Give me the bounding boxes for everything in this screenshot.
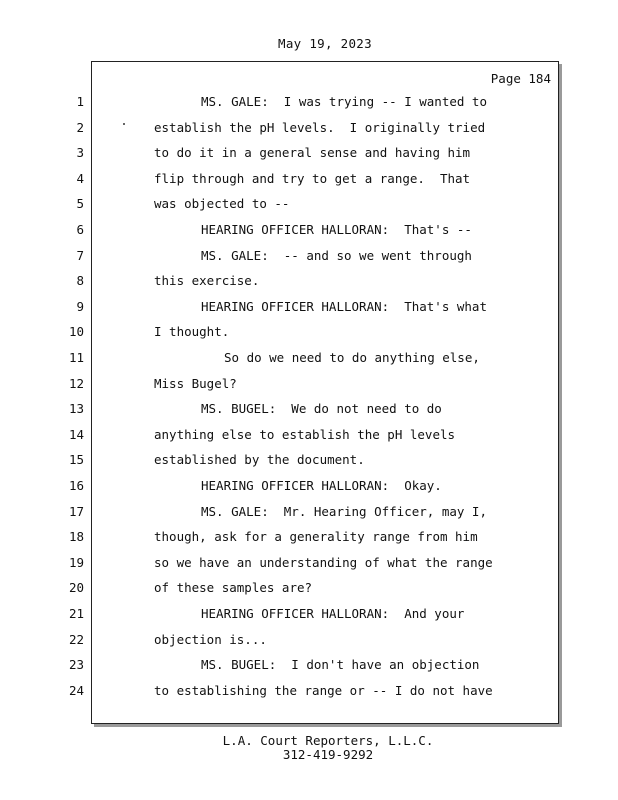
line-number: 12: [68, 375, 84, 391]
line-number: 18: [68, 529, 84, 545]
transcript-line: [0, 322, 618, 342]
line-number: 7: [76, 247, 84, 263]
transcript-line: [0, 630, 618, 650]
transcript-date: May 19, 2023: [278, 36, 372, 51]
line-number: 20: [68, 580, 84, 596]
line-text: this exercise.: [154, 273, 260, 289]
transcript-line: [0, 92, 618, 112]
transcript-line: [0, 348, 618, 368]
transcript-line: [0, 246, 618, 266]
line-text: flip through and try to get a range. That: [154, 170, 471, 186]
line-text: so we have an understanding of what the range: [154, 554, 493, 570]
line-number: 21: [68, 606, 84, 621]
line-number: 16: [68, 478, 84, 493]
line-number: 9: [76, 298, 84, 314]
transcript-line: [0, 220, 618, 240]
line-text: though, ask for a generality range from him: [154, 529, 478, 545]
page-number: Page 184: [490, 71, 551, 86]
line-number: 17: [68, 503, 84, 519]
line-number: 15: [68, 452, 84, 468]
line-text: establish the pH levels. I originally tried: [154, 119, 486, 135]
line-number: 11: [68, 350, 84, 365]
line-number: 1: [76, 94, 84, 109]
transcript-line: [0, 194, 618, 214]
transcript-line: [0, 553, 618, 573]
reporter-phone: 312-419-9292: [282, 747, 374, 762]
line-number: 24: [68, 682, 84, 698]
line-text: of these samples are?: [154, 580, 313, 596]
line-number: 23: [68, 657, 84, 673]
line-number: 22: [68, 631, 84, 647]
transcript-line: [0, 681, 618, 701]
transcript-line: [0, 169, 618, 189]
line-number: 8: [76, 273, 84, 289]
line-number: 14: [68, 426, 84, 442]
transcript-line: [0, 374, 618, 394]
line-text: MS. GALE: -- and so we went through: [201, 247, 472, 263]
transcript-line: [0, 450, 618, 470]
transcript-line: [0, 502, 618, 522]
transcript-line: [0, 399, 618, 419]
line-text: I thought.: [154, 324, 230, 340]
line-text: Miss Bugel?: [154, 375, 237, 391]
line-text: MS. BUGEL: I don't have an objection: [201, 657, 480, 673]
line-text: HEARING OFFICER HALLORAN: Okay.: [201, 478, 442, 493]
line-number: 2: [76, 119, 84, 135]
line-text: HEARING OFFICER HALLORAN: That's what: [201, 298, 487, 314]
line-number: 4: [76, 170, 84, 186]
line-text: So do we need to do anything else,: [224, 350, 480, 365]
line-number: 3: [76, 145, 84, 161]
line-text: to do it in a general sense and having him: [154, 145, 471, 161]
line-text: anything else to establish the pH levels: [154, 426, 456, 442]
transcript-line: [0, 425, 618, 445]
line-text: objection is...: [154, 631, 267, 647]
line-text: MS. GALE: Mr. Hearing Officer, may I,: [201, 503, 487, 519]
reporter-company: L.A. Court Reporters, L.L.C.: [222, 733, 434, 748]
line-text: MS. BUGEL: We do not need to do: [201, 401, 442, 417]
transcript-line: [0, 604, 618, 624]
line-text: to establishing the range or -- I do not have: [154, 682, 493, 698]
transcript-line: [0, 578, 618, 598]
transcript-line: [0, 271, 618, 291]
transcript-line: [0, 143, 618, 163]
line-text: was objected to --: [154, 196, 290, 212]
line-number: 5: [76, 196, 84, 212]
line-number: 10: [68, 324, 84, 340]
transcript-line: [0, 655, 618, 675]
line-text: MS. GALE: I was trying -- I wanted to: [201, 94, 487, 109]
line-text: HEARING OFFICER HALLORAN: That's --: [201, 222, 472, 237]
line-text: established by the document.: [154, 452, 365, 468]
line-number: 6: [76, 222, 84, 237]
line-number: 13: [68, 401, 84, 417]
transcript-line: [0, 527, 618, 547]
transcript-line: [0, 476, 618, 496]
transcript-line: [0, 118, 618, 138]
line-text: HEARING OFFICER HALLORAN: And your: [201, 606, 465, 621]
transcript-line: [0, 297, 618, 317]
line-number: 19: [68, 554, 84, 570]
